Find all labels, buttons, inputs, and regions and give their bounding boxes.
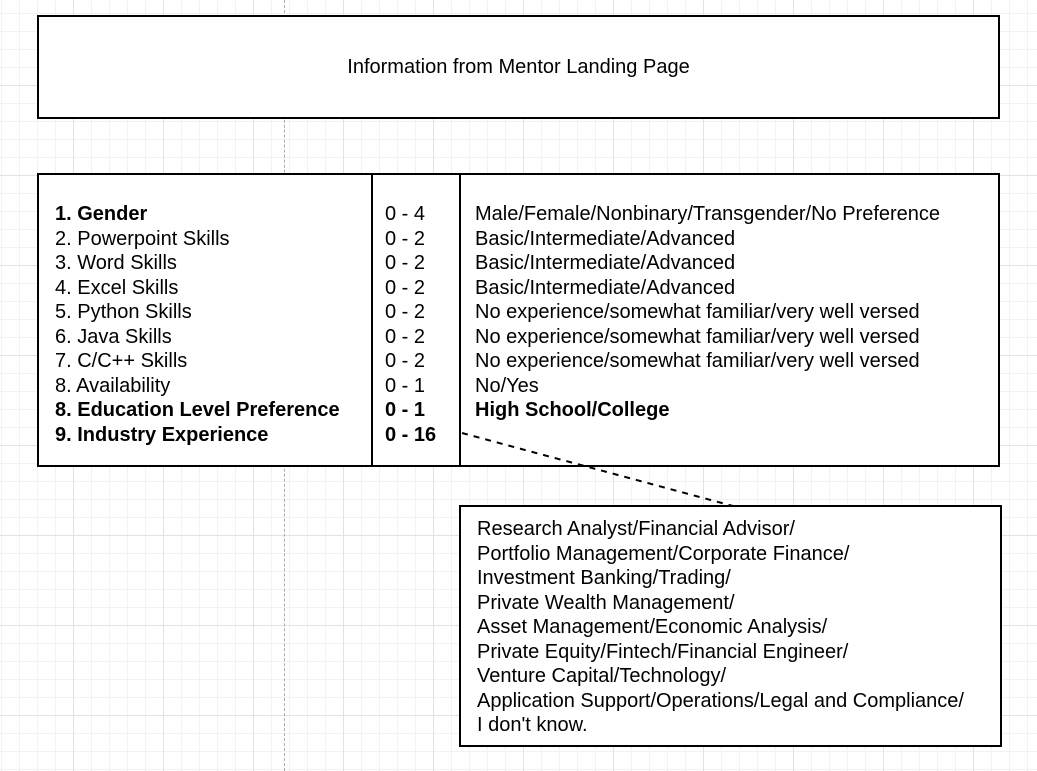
industry-options-box-shape[interactable]	[459, 505, 1002, 747]
ranges-column	[373, 175, 461, 465]
attributes-table-shape[interactable]	[37, 173, 1000, 467]
industry-options-line: Asset Management/Economic Analysis/	[477, 616, 828, 639]
attribute-label: 4. Excel Skills	[55, 276, 179, 299]
attribute-options: No experience/somewhat familiar/very well versed	[475, 325, 920, 348]
attribute-options: Basic/Intermediate/Advanced	[475, 276, 736, 299]
options-column	[461, 175, 998, 465]
attribute-label: 3. Word Skills	[55, 252, 177, 275]
attribute-options: Male/Female/Nonbinary/Transgender/No Preference	[475, 203, 941, 225]
industry-options-line: Portfolio Management/Corporate Finance/	[477, 542, 850, 565]
industry-options-line: Application Support/Operations/Legal and Compliance/	[477, 689, 964, 712]
attribute-range: 0 - 2	[385, 325, 426, 348]
attribute-options: No experience/somewhat familiar/very well versed	[475, 350, 920, 373]
attribute-label: 9. Industry Experience	[55, 423, 269, 446]
industry-options-line: Private Wealth Management/	[477, 591, 735, 614]
attribute-range: 0 - 1	[385, 399, 426, 422]
attribute-options: No/Yes	[475, 374, 539, 397]
attribute-options: High School/College	[475, 399, 670, 422]
industry-options-line: Private Equity/Fintech/Financial Engineer/	[477, 640, 849, 663]
attribute-label: 7. C/C++ Skills	[55, 350, 188, 373]
attribute-label: 2. Powerpoint Skills	[55, 227, 230, 250]
attribute-label: 8. Education Level Preference	[55, 399, 340, 422]
attribute-label: 1. Gender	[55, 203, 148, 225]
attribute-range: 0 - 2	[385, 227, 426, 250]
attribute-range: 0 - 1	[385, 374, 426, 397]
attribute-range: 0 - 2	[385, 350, 426, 373]
attribute-options	[475, 423, 998, 448]
attribute-range: 0 - 2	[385, 276, 426, 299]
industry-options-line: Investment Banking/Trading/	[477, 567, 731, 590]
industry-options-line: Research Analyst/Financial Advisor/	[477, 518, 795, 540]
attribute-label: 5. Python Skills	[55, 301, 192, 324]
attribute-range: 0 - 2	[385, 252, 426, 275]
attribute-range: 0 - 4	[385, 203, 426, 225]
attribute-label: 6. Java Skills	[55, 325, 172, 348]
industry-options-line: I don't know.	[477, 714, 588, 737]
attribute-options: No experience/somewhat familiar/very well versed	[475, 301, 920, 324]
industry-options-line: Venture Capital/Technology/	[477, 665, 727, 688]
attribute-range: 0 - 2	[385, 301, 426, 324]
attribute-options: Basic/Intermediate/Advanced	[475, 227, 736, 250]
labels-column	[39, 175, 373, 465]
title-box-shape[interactable]	[37, 15, 1000, 119]
attribute-range: 0 - 16	[385, 423, 437, 446]
title-text: Information from Mentor Landing Page	[347, 55, 690, 78]
attribute-options: Basic/Intermediate/Advanced	[475, 252, 736, 275]
attribute-label: 8. Availability	[55, 374, 171, 397]
